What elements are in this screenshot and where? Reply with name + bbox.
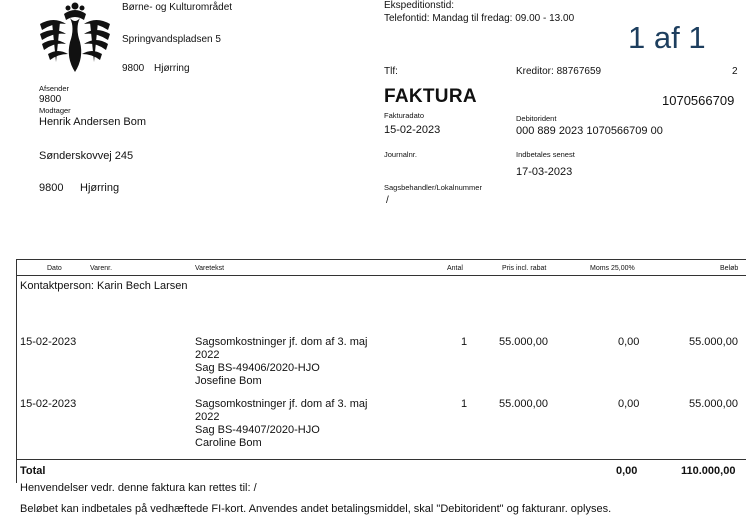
sender-postal: 9800 <box>122 63 145 74</box>
footer-payment-note: Beløbet kan indbetales på vedhæftede FI-kort. Anvendes andet betalingsmiddel, skal "Debitorident" og fakturanr. oplyses. <box>20 503 612 515</box>
header-antal: Antal <box>447 265 463 272</box>
fakturadato-value: 15-02-2023 <box>384 124 441 136</box>
header-dato: Dato <box>47 265 62 272</box>
header-varenr: Varenr. <box>90 265 113 272</box>
row-desc-line: 2022 <box>195 411 220 423</box>
table-top-border <box>16 259 746 260</box>
header-belob: Beløb <box>720 265 739 272</box>
invoice-title: FAKTURA <box>384 86 477 107</box>
journal-label: Journalnr. <box>384 150 417 159</box>
row-desc-line: Sagsomkostninger jf. dom af 3. maj <box>195 398 368 410</box>
sender-city: Hjørring <box>154 63 190 74</box>
afsender-value: 9800 <box>39 94 62 105</box>
indbetales-value: 17-03-2023 <box>516 166 573 178</box>
header-pris: Pris incl. rabat <box>502 265 547 272</box>
row-antal: 1 <box>461 336 468 348</box>
sender-dept: Børne- og Kulturområdet <box>122 2 233 13</box>
recipient-city: Hjørring <box>80 182 120 194</box>
total-belob: 110.000,00 <box>681 465 736 477</box>
debitorident-label: Debitorident <box>516 114 557 123</box>
contact-person: Kontaktperson: Karin Bech Larsen <box>20 280 188 292</box>
indbetales-label: Indbetales senest <box>516 150 575 159</box>
sagsbehandler-value: / <box>386 195 389 206</box>
table-left-border <box>16 259 17 483</box>
kreditor-number: Kreditor: 88767659 <box>516 66 602 77</box>
row-date: 15-02-2023 <box>20 336 77 348</box>
row-pris: 55.000,00 <box>499 336 548 348</box>
table-total-border <box>16 459 746 460</box>
recipient-name: Henrik Andersen Bom <box>39 116 146 128</box>
recipient-street: Sønderskovvej 245 <box>39 150 134 162</box>
hours-value: Telefontid: Mandag til fredag: 09.00 - 13.00 <box>384 13 575 24</box>
row-desc-line: 2022 <box>195 349 220 361</box>
fakturadato-label: Fakturadato <box>384 111 425 120</box>
debitorident-value: 000 889 2023 1070566709 00 <box>516 125 663 137</box>
recipient-postal: 9800 <box>39 182 64 194</box>
row-desc-line: Caroline Bom <box>195 437 262 449</box>
footer-contact-note: Henvendelser vedr. denne faktura kan rettes til: / <box>20 482 257 494</box>
row-desc-line: Sagsomkostninger jf. dom af 3. maj <box>195 336 368 348</box>
row-pris: 55.000,00 <box>499 398 548 410</box>
afsender-label: Afsender <box>39 84 70 93</box>
row-moms: 0,00 <box>618 398 640 410</box>
invoice-number: 1070566709 <box>662 93 735 108</box>
hours-label: Ekspeditionstid: <box>384 0 455 11</box>
municipality-logo <box>36 2 114 74</box>
row-belob: 55.000,00 <box>689 398 738 410</box>
row-moms: 0,00 <box>618 336 640 348</box>
row-desc-line: Josefine Bom <box>195 375 262 387</box>
page-index: 2 <box>732 66 738 77</box>
header-moms: Moms 25,00% <box>590 265 635 272</box>
row-desc-line: Sag BS-49407/2020-HJO <box>195 424 320 436</box>
total-label: Total <box>20 465 46 477</box>
row-belob: 55.000,00 <box>689 336 738 348</box>
total-moms: 0,00 <box>616 465 638 477</box>
header-varetekst: Varetekst <box>195 265 225 272</box>
page-counter: 1 af 1 <box>628 20 706 55</box>
row-desc-line: Sag BS-49406/2020-HJO <box>195 362 320 374</box>
row-date: 15-02-2023 <box>20 398 77 410</box>
modtager-label: Modtager <box>39 106 71 115</box>
sender-street: Springvandspladsen 5 <box>122 34 221 45</box>
row-antal: 1 <box>461 398 468 410</box>
sagsbehandler-label: Sagsbehandler/Lokalnummer <box>384 183 482 192</box>
tlf-label: Tlf: <box>384 66 398 77</box>
table-header-border <box>16 275 746 276</box>
